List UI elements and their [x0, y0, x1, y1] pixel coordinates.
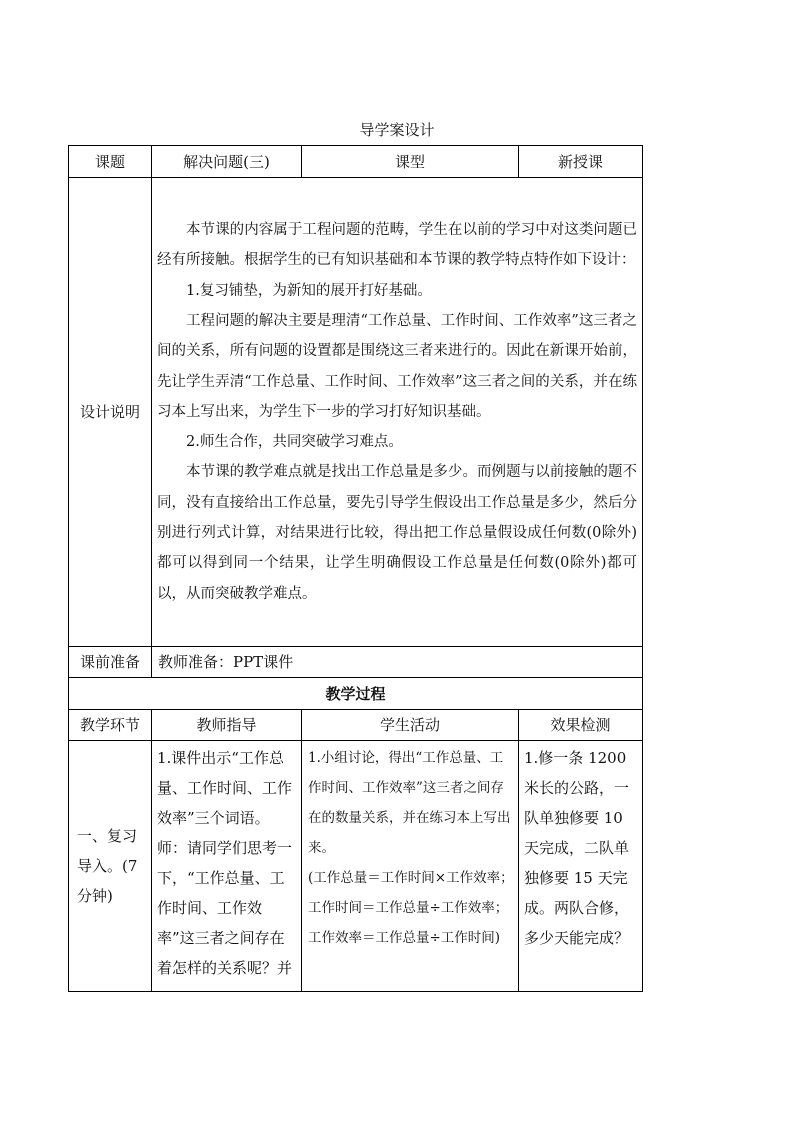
- type-label: 课型: [302, 146, 519, 178]
- design-paragraph: 工程问题的解决主要是理清“工作总量、工作时间、工作效率”这三者之间的关系，所有问题的设置都是围绕这三者来进行的。因此在新课开始前，先让学生弄清“工作总量、工作时间、工作效率”这三者之间的关系，并在练习本上写出来，为学生下一步的学习打好知识基础。: [157, 312, 637, 420]
- header-row: [69, 146, 643, 178]
- check-cell: 1.修一条 1200 米长的公路，一队单独修要 10 天完成，二队单独修要 15 天完成。两队合修，多少天能完成？: [519, 741, 643, 992]
- prep-value: 教师准备：PPT课件: [152, 647, 643, 678]
- prep-label: 课前准备: [69, 647, 152, 678]
- prep-row: [69, 647, 643, 678]
- process-title-row: [69, 678, 643, 710]
- type-value: 新授课: [519, 146, 643, 178]
- col-header-stage: 教学环节: [69, 710, 152, 741]
- document-title: 导学案设计: [359, 121, 435, 139]
- design-paragraph: 2.师生合作，共同突破学习难点。: [186, 434, 403, 451]
- lesson-plan-table: [68, 145, 643, 992]
- design-paragraph: 本节课的教学难点就是找出工作总量是多少。而例题与以前接触的题不同，没有直接给出工作总量，要先引导学生假设出工作总量是多少，然后分别进行列式计算，对结果进行比较，得出把工作总量假设成任何数(0除外)都可以得到同一个结果，让学生明确假设工作总量是任何数(0除外)都可以，从而突破教学难点。: [157, 464, 637, 602]
- col-header-check: 效果检测: [519, 710, 643, 741]
- stage-cell: 一、复习导入。(7分钟): [69, 741, 152, 992]
- design-row: [69, 178, 643, 647]
- student-cell: [302, 741, 519, 992]
- process-header-row: [69, 710, 643, 741]
- design-label: 设计说明: [69, 178, 152, 647]
- process-title: 教学过程: [69, 678, 643, 710]
- student-formula: (工作总量＝工作时间×工作效率；工作时间＝工作总量÷工作效率；工作效率＝工作总量÷工作时间): [308, 870, 514, 946]
- teacher-cell: 1.课件出示“工作总量、工作时间、工作效率”三个词语。师：请同学们思考一下，“工作总量、工作时间、工作效率”这三者之间存在着怎样的关系呢？并: [152, 741, 302, 992]
- col-header-teacher: 教师指导: [152, 710, 302, 741]
- col-header-student: 学生活动: [302, 710, 519, 741]
- student-activity: 1.小组讨论，得出“工作总量、工作时间、工作效率”这三者之间存在的数量关系，并在练习本上写出来。: [308, 750, 511, 856]
- topic-label: 课题: [69, 146, 152, 178]
- design-paragraph: 本节课的内容属于工程问题的范畴，学生在以前的学习中对这类问题已经有所接触。根据学生的已有知识基础和本节课的教学特点特作如下设计：: [157, 222, 637, 269]
- process-row: [69, 741, 643, 992]
- topic-value: 解决问题(三): [152, 146, 302, 178]
- design-content: [152, 178, 643, 647]
- design-paragraph: 1.复习铺垫，为新知的展开打好基础。: [186, 282, 432, 299]
